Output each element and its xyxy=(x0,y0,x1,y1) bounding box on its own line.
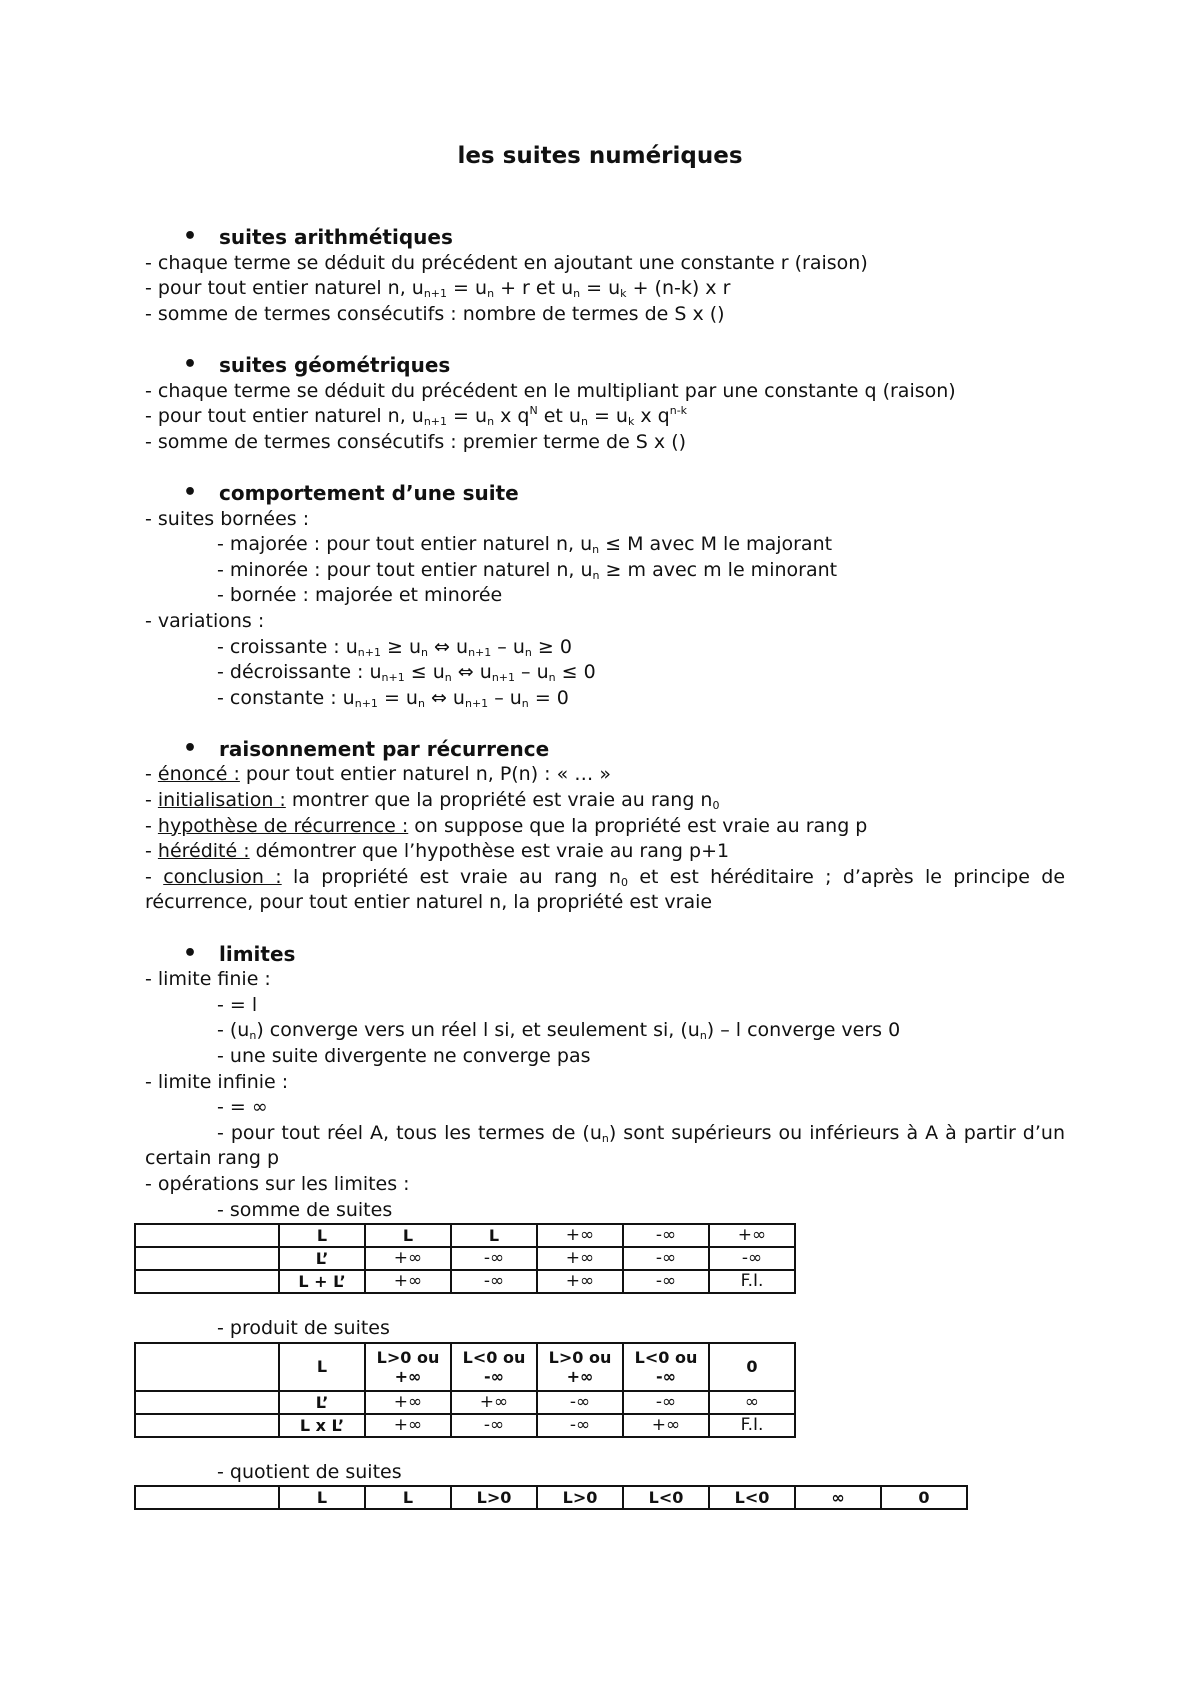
text-line: - énoncé : pour tout entier naturel n, P(n) : « … » xyxy=(145,763,611,786)
text-line: - hérédité : démontrer que l’hypothèse est vraie au rang p+1 xyxy=(145,840,730,863)
table-cell: -∞ xyxy=(537,1414,623,1437)
table-caption: - quotient de suites xyxy=(217,1460,402,1483)
table-cell: -∞ xyxy=(451,1270,537,1293)
formula-line: - majorée : pour tout entier naturel n, $u_n \le M$ avec M le majorant xyxy=(217,533,833,557)
section-heading-limits xyxy=(145,942,1065,968)
table-row xyxy=(135,1247,795,1270)
table-cell: +∞ xyxy=(537,1224,623,1247)
bullet-icon: • xyxy=(183,735,198,761)
table-row xyxy=(135,1486,967,1509)
table-cell: L<0 ou -∞ xyxy=(623,1343,709,1391)
formula-line: - décroissante : $u_{n+1} \le u_n$ ⇔ $u_{n+1} - u_n \le 0$ xyxy=(217,661,596,685)
text-line: - limite finie : xyxy=(145,968,271,991)
table-cell: 0 xyxy=(881,1486,967,1509)
table-cell: L xyxy=(365,1486,451,1509)
table-cell: L’ xyxy=(279,1391,365,1414)
table-cell: ∞ xyxy=(709,1391,795,1414)
table-cell: L<0 ou -∞ xyxy=(451,1343,537,1391)
table-cell: +∞ xyxy=(537,1270,623,1293)
heading-text: limites xyxy=(219,941,296,966)
table-cell xyxy=(135,1343,279,1391)
table-cell xyxy=(135,1414,279,1437)
text-line: - somme de termes consécutifs : nombre de termes de S x () xyxy=(145,302,725,325)
section-heading-behaviour xyxy=(145,481,1065,507)
table-cell: L xyxy=(365,1224,451,1247)
table-cell: -∞ xyxy=(623,1224,709,1247)
text-line: - somme de termes consécutifs : premier terme de S x () xyxy=(145,430,687,453)
table-cell: L x L’ xyxy=(279,1414,365,1437)
document-body xyxy=(145,225,1065,1510)
text-line: - suites bornées : xyxy=(145,507,310,530)
bullet-icon: • xyxy=(183,940,198,966)
formula-line: - croissante : $u_{n+1} \ge u_n$ ⇔ $u_{n+1} - u_n \ge 0$ xyxy=(217,635,572,659)
table-cell: -∞ xyxy=(709,1247,795,1270)
table-cell: +∞ xyxy=(451,1391,537,1414)
formula-line: - constante : $u_{n+1} = u_n$ ⇔ $u_{n+1} - u_n = 0$ xyxy=(217,686,569,710)
text-paragraph: - conclusion : la propriété est vraie au rang $n_0$ et est héréditaire ; d’après le principe de récurrence, pour tout entier naturel n, la propriété est vraie xyxy=(145,865,1066,914)
table-row xyxy=(135,1414,795,1437)
table-cell xyxy=(135,1247,279,1270)
text-line: - initialisation : montrer que la propriété est vraie au rang $n_0$ xyxy=(145,789,720,813)
table-cell: L>0 xyxy=(537,1486,623,1509)
table-row xyxy=(135,1343,795,1391)
bullet-icon: • xyxy=(183,479,198,505)
text-line: - variations : xyxy=(145,609,265,632)
table-cell: 0 xyxy=(709,1343,795,1391)
table-cell: -∞ xyxy=(537,1391,623,1414)
formula-line: - = ∞ xyxy=(217,1096,268,1119)
table-cell xyxy=(135,1224,279,1247)
text-line: - chaque terme se déduit du précédent en le multipliant par une constante q (raison) xyxy=(145,379,956,402)
bullet-icon: • xyxy=(183,224,198,249)
table-cell: L<0 xyxy=(623,1486,709,1509)
table-cell: L<0 xyxy=(709,1486,795,1509)
formula-line: - minorée : pour tout entier naturel n, $u_n \ge m$ avec m le minorant xyxy=(217,558,838,582)
table-caption: - produit de suites xyxy=(217,1317,390,1340)
heading-text: comportement d’une suite xyxy=(219,480,519,505)
table-cell: +∞ xyxy=(365,1391,451,1414)
table-cell xyxy=(135,1270,279,1293)
heading-text: suites géométriques xyxy=(219,352,451,377)
text-paragraph: - pour tout réel A, tous les termes de $(u_n)$ sont supérieurs ou inférieurs à A à partir d’un certain rang p xyxy=(145,1121,1065,1170)
table-cell: L>0 ou +∞ xyxy=(537,1343,623,1391)
heading-text: suites arithmétiques xyxy=(219,225,453,249)
table-cell: F.I. xyxy=(709,1414,795,1437)
section-heading-induction xyxy=(145,737,1065,763)
text-line: - opérations sur les limites : xyxy=(145,1172,410,1195)
table-cell: -∞ xyxy=(623,1270,709,1293)
table-cell: L + L’ xyxy=(279,1270,365,1293)
table-row xyxy=(135,1224,795,1247)
quotient-table xyxy=(134,1485,968,1510)
table-caption: - somme de suites xyxy=(217,1198,393,1221)
table-cell: L xyxy=(279,1224,365,1247)
text-line: - chaque terme se déduit du précédent en ajoutant une constante r (raison) xyxy=(145,251,868,274)
table-cell: +∞ xyxy=(365,1247,451,1270)
table-cell xyxy=(135,1391,279,1414)
table-cell: ∞ xyxy=(795,1486,881,1509)
table-cell xyxy=(135,1486,279,1509)
table-cell: L xyxy=(279,1486,365,1509)
table-cell: F.I. xyxy=(709,1270,795,1293)
formula-line: - $(u_n)$ converge vers un réel l si, et seulement si, $(u_n)$ – l converge vers 0 xyxy=(217,1019,901,1043)
table-cell: +∞ xyxy=(365,1270,451,1293)
text-line: - bornée : majorée et minorée xyxy=(217,584,503,607)
table-cell: -∞ xyxy=(623,1391,709,1414)
table-cell: -∞ xyxy=(623,1247,709,1270)
sum-table xyxy=(134,1223,796,1294)
page-title: les suites numériques xyxy=(457,143,743,169)
text-line: - une suite divergente ne converge pas xyxy=(217,1045,591,1067)
product-table xyxy=(134,1342,796,1438)
formula-line: - pour tout entier naturel n, $u_{n+1} = u_n$ x $q^N$ et $u_n = u_k$ x $q^{n-k}$ xyxy=(145,404,688,429)
table-cell: L>0 xyxy=(451,1486,537,1509)
section-heading-geometric xyxy=(145,353,1065,379)
table-cell: L>0 ou +∞ xyxy=(365,1343,451,1391)
table-cell: -∞ xyxy=(451,1247,537,1270)
table-row xyxy=(135,1270,795,1293)
table-cell: +∞ xyxy=(537,1247,623,1270)
formula-line: - = l xyxy=(217,993,258,1016)
formula-line: - pour tout entier naturel n, $u_{n+1} = u_n + r$ et $u_n = u_k + (n-k)$ x r xyxy=(145,277,731,301)
table-cell: L xyxy=(451,1224,537,1247)
table-cell: +∞ xyxy=(365,1414,451,1437)
text-line: - hypothèse de récurrence : on suppose que la propriété est vraie au rang p xyxy=(145,814,868,837)
text-line: - limite infinie : xyxy=(145,1070,289,1093)
table-cell: L’ xyxy=(279,1247,365,1270)
heading-text: raisonnement par récurrence xyxy=(219,736,550,761)
section-heading-arithmetic xyxy=(145,225,1065,251)
table-cell: -∞ xyxy=(451,1414,537,1437)
table-cell: +∞ xyxy=(709,1224,795,1247)
table-cell: +∞ xyxy=(623,1414,709,1437)
table-cell: L xyxy=(279,1343,365,1391)
table-row xyxy=(135,1391,795,1414)
bullet-icon: • xyxy=(183,351,198,377)
